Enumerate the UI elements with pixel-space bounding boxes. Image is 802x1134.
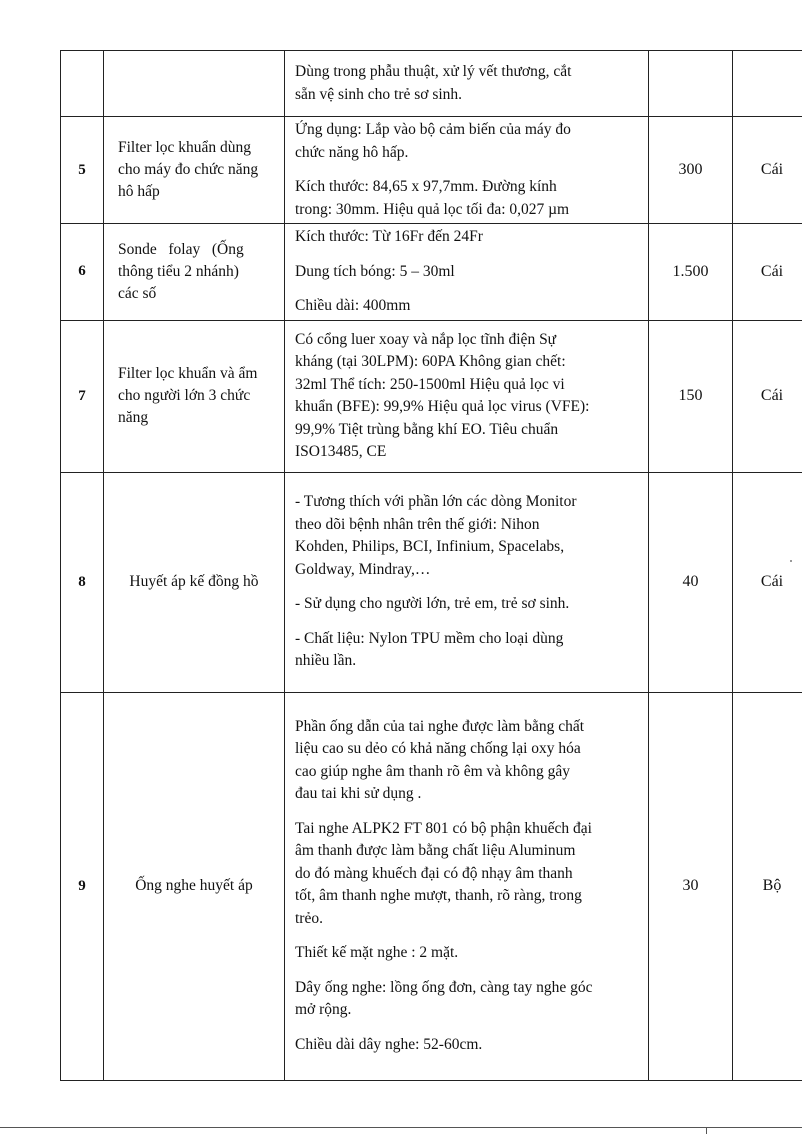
item-spec: Kích thước: Từ 16Fr đến 24Fr Dung tích bóng: 5 – 30ml Chiều dài: 400mm <box>285 224 649 321</box>
item-unit: Cái <box>733 472 802 692</box>
item-unit: Cái <box>733 224 802 321</box>
item-spec: Phần ống dẫn của tai nghe được làm bằng chất liệu cao su dẻo có khả năng chống lại oxy hóa cao giúp nghe âm thanh rõ êm và không gây đau tai khi sử dụng . Tai nghe ALPK2 FT 801 có bộ phận khuếch đại âm thanh được làm bằng chất liệu Aluminum do đó màng khuếch đại có độ nhạy âm thanh tốt, âm thanh nghe mượt, thanh, rõ ràng, trong trẻo. Thiết kế mặt nghe : 2 mặt. Dây ống nghe: lồng ống đơn, càng tay nghe góc mở rộng. Chiều dài dây nghe: 52-60cm. <box>285 692 649 1080</box>
item-spec: Ứng dụng: Lắp vào bộ cảm biến của máy đo chức năng hô hấp. Kích thước: 84,65 x 97,7mm. Đường kính trong: 30mm. Hiệu quả lọc tối đa: 0,027 µm <box>285 117 649 224</box>
page-footer-divider <box>0 1127 802 1128</box>
item-name: Filter lọc khuẩn dùng cho máy đo chức năng hô hấp <box>104 117 285 224</box>
row-number: 9 <box>61 692 104 1080</box>
item-quantity: 300 <box>649 117 733 224</box>
row-number: 5 <box>61 117 104 224</box>
item-name: Ống nghe huyết áp <box>104 692 285 1080</box>
item-unit: Cái <box>733 320 802 472</box>
item-spec: Dùng trong phẫu thuật, xử lý vết thương, cắt sẵn vệ sinh cho trẻ sơ sinh. <box>285 51 649 117</box>
scan-speck <box>790 560 792 562</box>
equipment-spec-table <box>60 50 802 1081</box>
table-row <box>61 692 802 1080</box>
item-unit: Cái <box>733 117 802 224</box>
table-row <box>61 51 802 117</box>
row-number: 8 <box>61 472 104 692</box>
item-quantity: 150 <box>649 320 733 472</box>
table-row <box>61 224 802 321</box>
item-quantity: 40 <box>649 472 733 692</box>
row-number: 7 <box>61 320 104 472</box>
item-quantity: 1.500 <box>649 224 733 321</box>
item-unit: Bộ <box>733 692 802 1080</box>
table-row <box>61 117 802 224</box>
table-row <box>61 320 802 472</box>
item-name <box>104 51 285 117</box>
row-number <box>61 51 104 117</box>
row-number: 6 <box>61 224 104 321</box>
item-spec: - Tương thích với phần lớn các dòng Monitor theo dõi bệnh nhân trên thế giới: Nihon Kohden, Philips, BCI, Infinium, Spacelabs, Goldway, Mindray,… - Sử dụng cho người lớn, trẻ em, trẻ sơ sinh. - Chất liệu: Nylon TPU mềm cho loại dùng nhiều lần. <box>285 472 649 692</box>
item-spec: Có cổng luer xoay và nắp lọc tĩnh điện Sự kháng (tại 30LPM): 60PA Không gian chết: 32ml Thể tích: 250-1500ml Hiệu quả lọc vi khuẩn (BFE): 99,9% Hiệu quả lọc virus (VFE): 99,9% Tiệt trùng bằng khí EO. Tiêu chuẩn ISO13485, CE <box>285 320 649 472</box>
item-name: Sonde folay (Ống thông tiểu 2 nhánh) các số <box>104 224 285 321</box>
item-quantity: 30 <box>649 692 733 1080</box>
item-name: Filter lọc khuẩn và ẩm cho người lớn 3 chức năng <box>104 320 285 472</box>
item-name: Huyết áp kế đồng hồ <box>104 472 285 692</box>
table-row <box>61 472 802 692</box>
item-unit <box>733 51 802 117</box>
page-footer-tick <box>706 1127 707 1134</box>
item-quantity <box>649 51 733 117</box>
